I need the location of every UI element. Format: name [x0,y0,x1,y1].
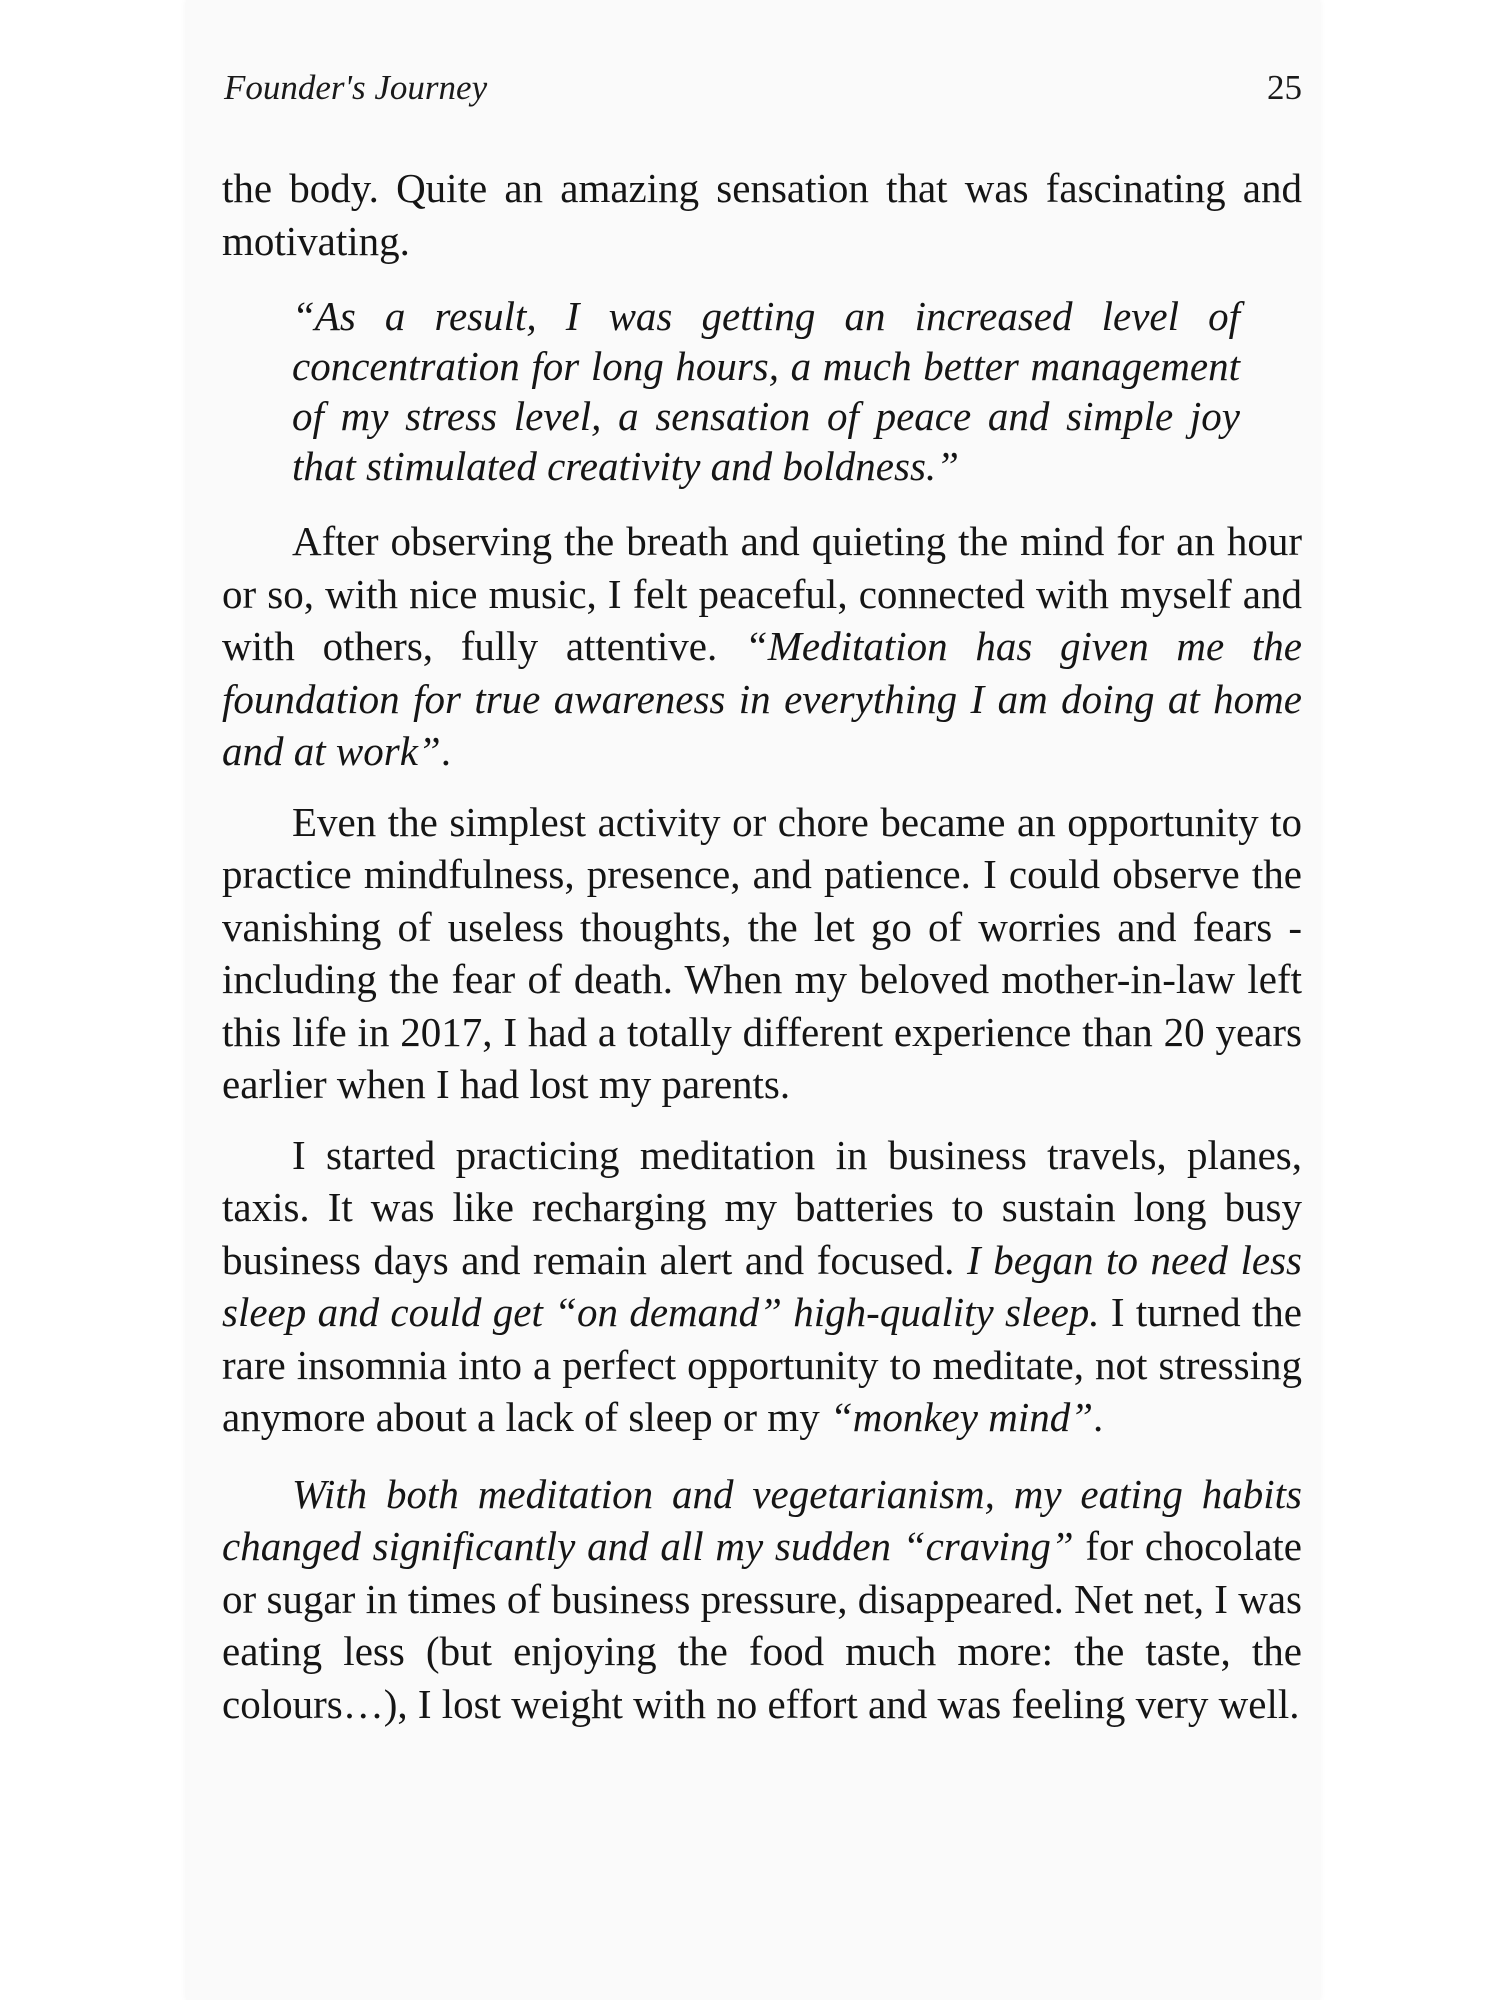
paragraph-text: . [440,728,451,774]
paragraph-text: After observing the breath and quieting the mind for an hour or so, with nice music, I felt peaceful, connected with myself and with others, fully attentive. [222,518,1302,669]
italic-text: With both meditation and vegetarianism, my eating habits changed significantly and all my sudden “craving” [222,1470,1302,1569]
paragraph-business-travels [222,1129,1302,1444]
paragraph-simplest-activity: Even the simplest activity or chore became an opportunity to practice mindfulness, presence, and patience. I could observe the vanishing of useless thoughts, the let go of worries and fears - including the fear of death. When my beloved mother-in-law left this life in 2017, I had a totally different experience than 20 years earlier when I had lost my parents. [222,798,1302,1107]
block-quote: “As a result, I was getting an increased level of concentration for long hours, a much better management of my stress level, a sensation of peace and simple joy that stimulated creativity and boldness.” [292,293,1240,489]
italic-text: I began to need less sleep and could get “on demand” high-quality sleep. [222,1236,1303,1335]
paragraph-text: for chocolate or sugar in times of business pressure, disappeared. Net net, I was eating less (but enjoying the food much more: the taste, the colours…), I lost weight with no effort and was feeling very well. [222,1523,1302,1727]
paragraph-eating-habits [222,1468,1302,1731]
paragraph-text: I turned the rare insomnia into a perfect opportunity to meditate, not stressing anymore about a lack of sleep or my [222,1289,1302,1440]
paragraph-text: I started practicing meditation in business travels, planes, taxis. It was like recharging my batteries to sustain long busy business days and remain alert and focused. [222,1131,1302,1283]
italic-quote: “Meditation has given me the foundation for true awareness in everything I am doing at home and at work” [222,623,1303,774]
running-title: Founder's Journey [224,68,488,107]
paragraph-text: . [1093,1394,1104,1440]
page-number: 25 [1267,68,1302,107]
paragraph-observing-breath [222,515,1302,778]
page-body [222,162,1302,1730]
page-header [224,68,1302,118]
paragraph-continuation: the body. Quite an amazing sensation that was fascinating and motivating. [222,165,1302,264]
italic-text: “monkey mind” [829,1394,1094,1440]
